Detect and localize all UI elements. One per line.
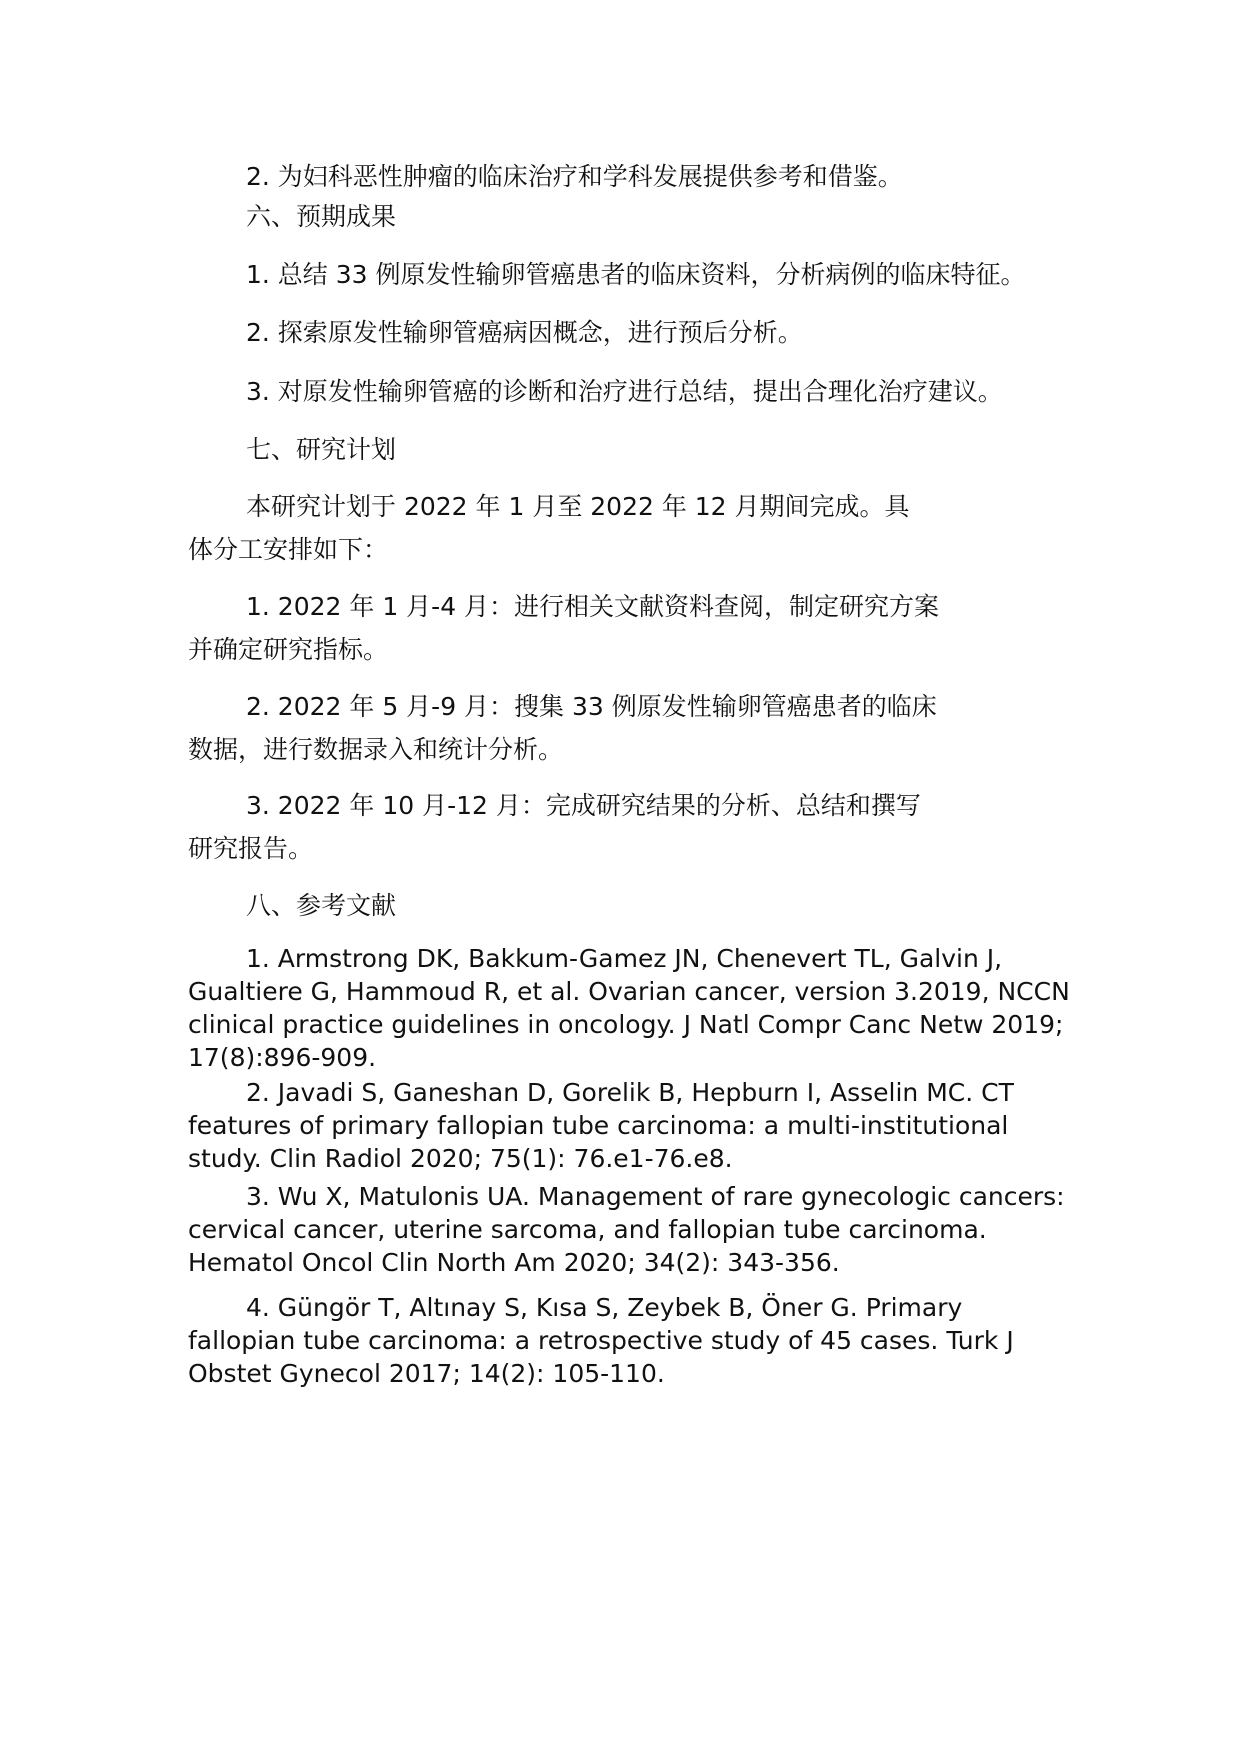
paragraph-plan-intro: 本研究计划于 2022 年 1 月至 2022 年 12 月期间完成。具体分工安排如下： xyxy=(188,492,910,564)
section-heading-expected-results: 六、预期成果 xyxy=(246,202,397,231)
reference-item: 3. Wu X, Matulonis UA. Management of rare gynecologic cancers: cervical cancer, uterine sarcoma, and fallopian tube carcinoma. Hematol Oncol Clin North Am 2020; 34(2): 343-356. xyxy=(188,1182,1065,1277)
paragraph-result-3: 3. 对原发性输卵管癌的诊断和治疗进行总结，提出合理化治疗建议。 xyxy=(246,377,1003,406)
section-heading-references: 八、参考文献 xyxy=(246,891,397,920)
section-heading-research-plan: 七、研究计划 xyxy=(246,435,397,464)
paragraph-plan-step-2: 2. 2022 年 5 月-9 月：搜集 33 例原发性输卵管癌患者的临床数据，进行数据录入和统计分析。 xyxy=(188,692,937,764)
reference-item: 1. Armstrong DK, Bakkum-Gamez JN, Chenevert TL, Galvin J, Gualtiere G, Hammoud R, et al. Ovarian cancer, version 3.2019, NCCN clinical practice guidelines in oncology. J Natl Compr Canc Netw 2019; 17(8):896-909. xyxy=(188,944,1070,1072)
reference-item: 2. Javadi S, Ganeshan D, Gorelik B, Hepburn I, Asselin MC. CT features of primary fallopian tube carcinoma: a multi-institutional study. Clin Radiol 2020; 75(1): 76.e1-76.e8. xyxy=(188,1078,1014,1173)
paragraph-result-1: 1. 总结 33 例原发性输卵管癌患者的临床资料，分析病例的临床特征。 xyxy=(246,260,1026,289)
paragraph-result-2: 2. 探索原发性输卵管癌病因概念，进行预后分析。 xyxy=(246,318,803,347)
reference-item: 4. Güngör T, Altınay S, Kısa S, Zeybek B, Öner G. Primary fallopian tube carcinoma: a retrospective study of 45 cases. Turk J Obstet Gynecol 2017; 14(2): 105-110. xyxy=(188,1293,1014,1388)
paragraph-goal-2: 2. 为妇科恶性肿瘤的临床治疗和学科发展提供参考和借鉴。 xyxy=(246,162,903,191)
paragraph-plan-step-1: 1. 2022 年 1 月-4 月：进行相关文献资料查阅，制定研究方案并确定研究指标。 xyxy=(188,592,940,664)
paragraph-plan-step-3: 3. 2022 年 10 月-12 月：完成研究结果的分析、总结和撰写研究报告。 xyxy=(188,791,921,863)
